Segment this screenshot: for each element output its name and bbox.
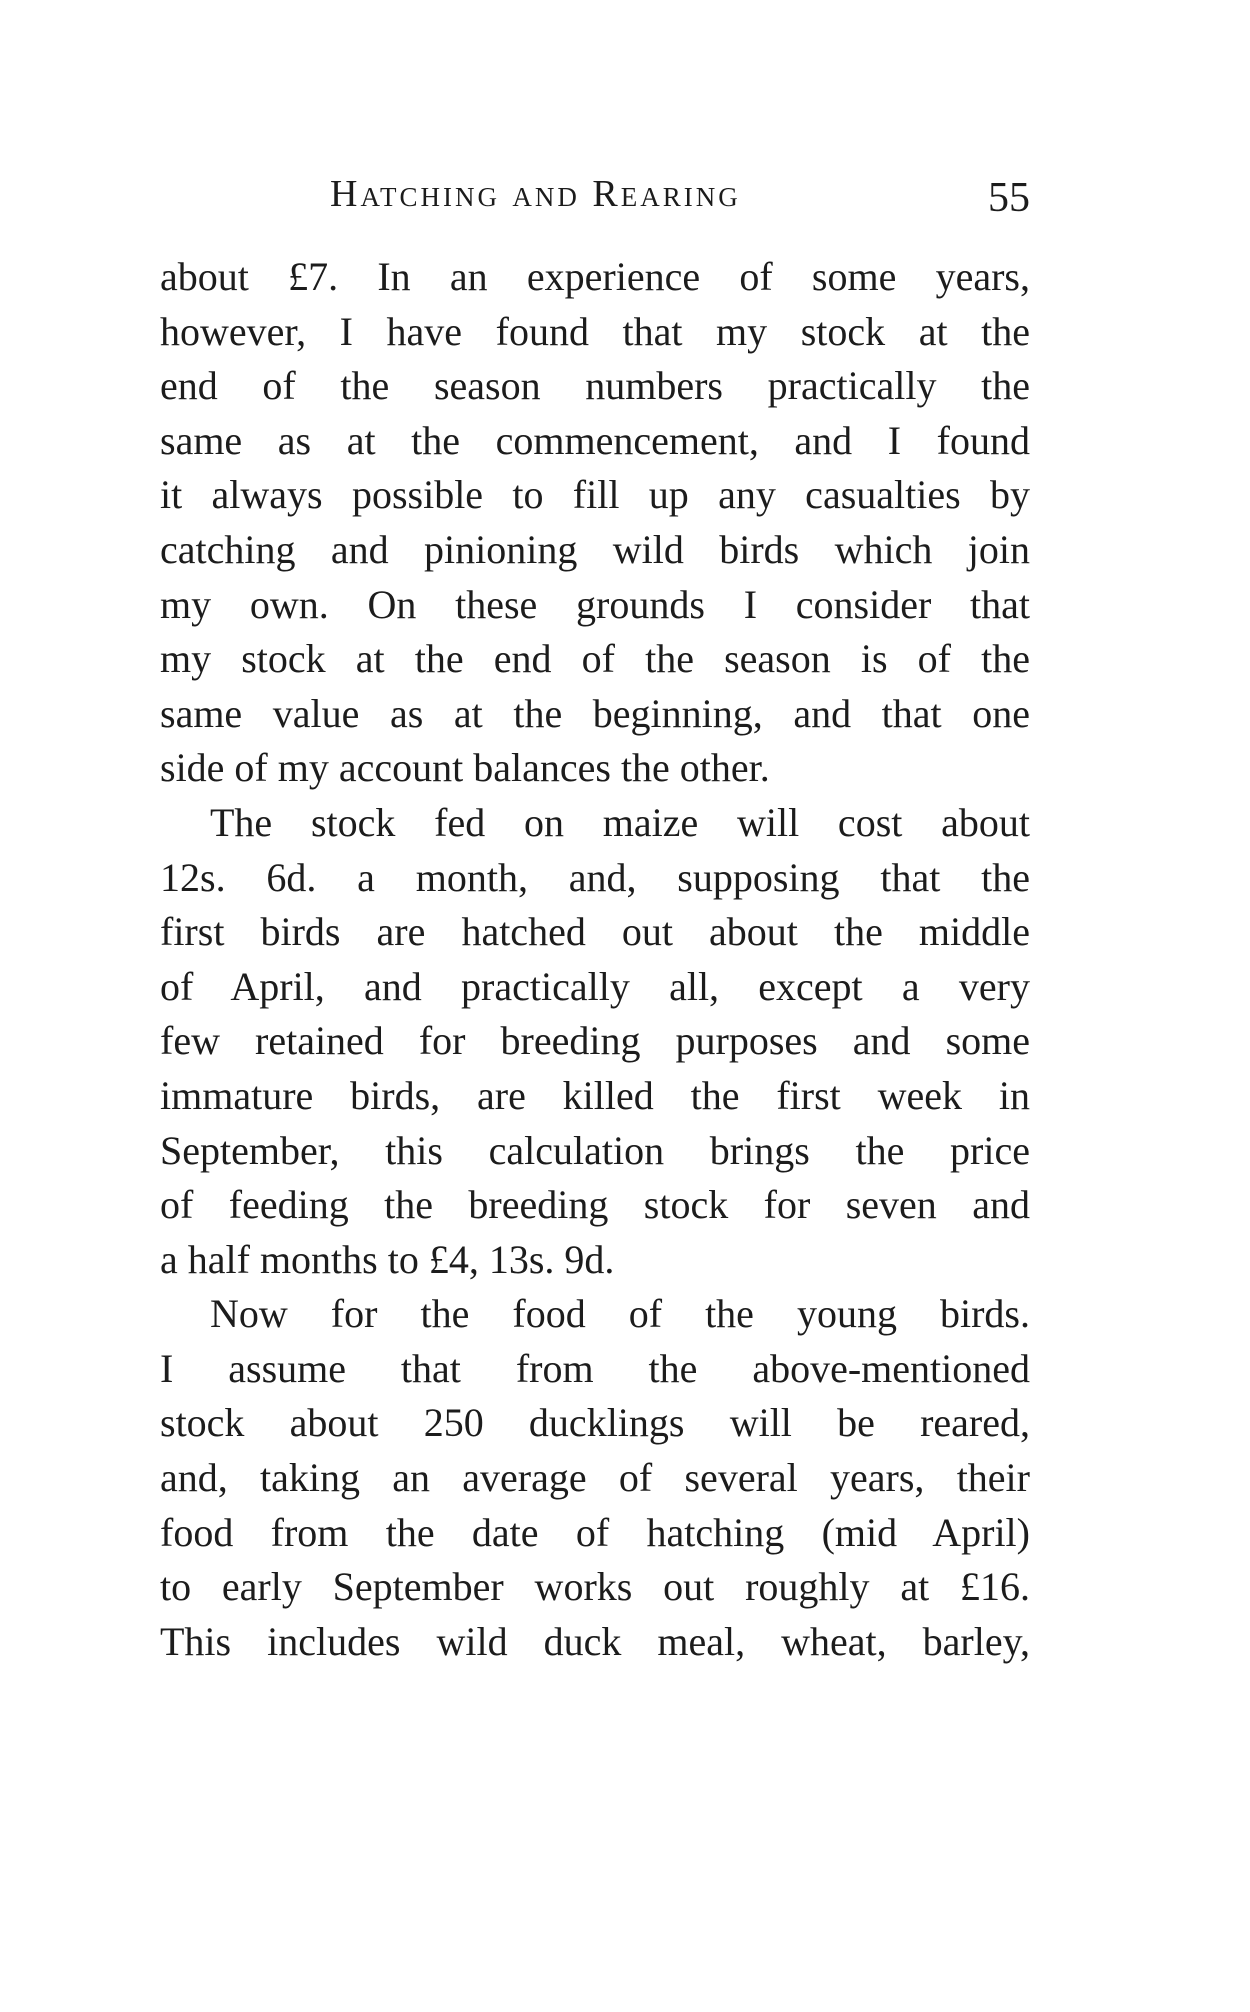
text-line: I assume that from the above-mentioned	[160, 1345, 1030, 1391]
text-line: immature birds, are killed the first week in	[160, 1072, 1030, 1118]
text-line: first birds are hatched out about the middle	[160, 909, 1030, 955]
text-line: The stock fed on maize will cost about	[210, 799, 1030, 845]
text-line: my own. On these grounds I consider that	[160, 581, 1030, 627]
text-line: 12s. 6d. a month, and, supposing that the	[160, 854, 1030, 900]
text-line: stock about 250 ducklings will be reared,	[160, 1400, 1030, 1446]
text-line: my stock at the end of the season is of the	[160, 636, 1030, 682]
text-line: side of my account balances the other.	[160, 745, 770, 791]
text-line: food from the date of hatching (mid April)	[160, 1509, 1030, 1555]
text-line: a half months to £4, 13s. 9d.	[160, 1236, 615, 1282]
text-line: it always possible to fill up any casualties by	[160, 472, 1030, 518]
text-line: however, I have found that my stock at the	[160, 308, 1030, 354]
text-line: same as at the commencement, and I found	[160, 417, 1030, 463]
text-line: of April, and practically all, except a very	[160, 963, 1030, 1009]
page-number: 55	[988, 175, 1030, 221]
running-head	[160, 172, 1030, 232]
text-line: Now for the food of the young birds.	[210, 1291, 1030, 1337]
text-line: about £7. In an experience of some years,	[160, 254, 1030, 299]
text-line: same value as at the beginning, and that one	[160, 690, 1030, 736]
text-line: This includes wild duck meal, wheat, barley,	[160, 1618, 1030, 1664]
running-title: Hatching and Rearing	[330, 173, 741, 215]
text-line: to early September works out roughly at £16.	[160, 1564, 1030, 1610]
body-text	[160, 250, 1030, 1669]
text-line: and, taking an average of several years, their	[160, 1455, 1030, 1501]
text-line: few retained for breeding purposes and some	[160, 1018, 1030, 1064]
text-line: end of the season numbers practically the	[160, 363, 1030, 409]
text-line: catching and pinioning wild birds which join	[160, 526, 1030, 572]
text-line: of feeding the breeding stock for seven and	[160, 1182, 1030, 1228]
text-line: September, this calculation brings the price	[160, 1127, 1030, 1173]
